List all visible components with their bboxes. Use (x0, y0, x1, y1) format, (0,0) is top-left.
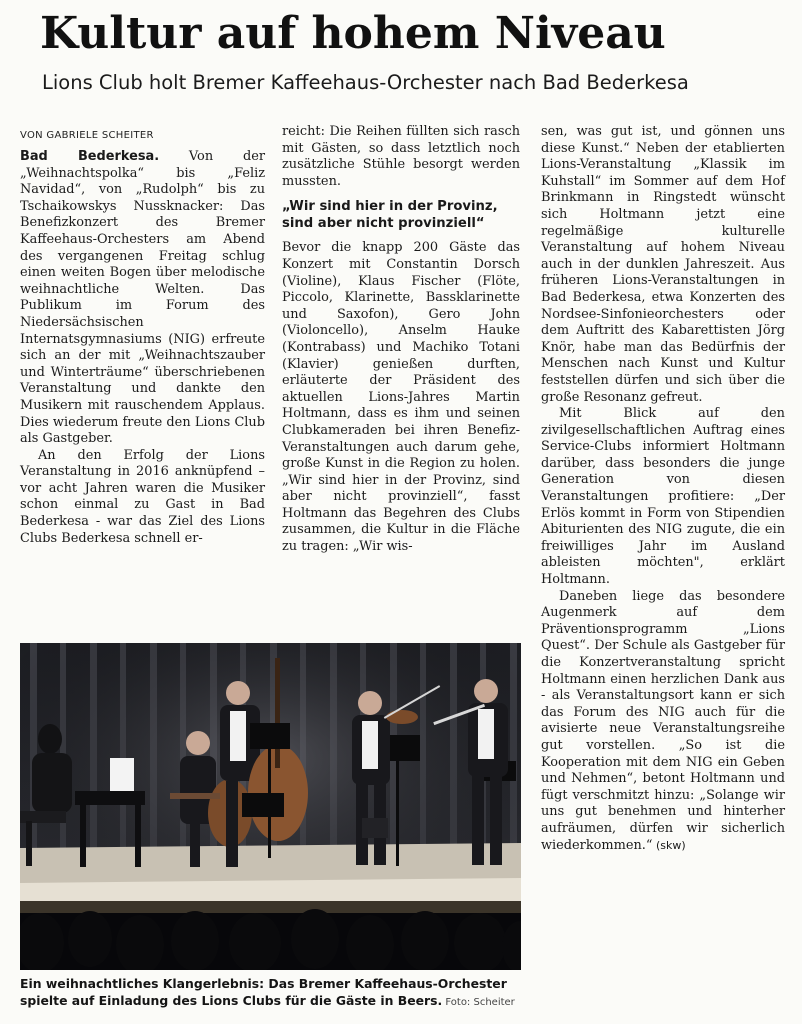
author-sign: (skw) (652, 838, 686, 852)
concert-photo-illustration (20, 643, 521, 970)
column-3 (541, 124, 785, 854)
concert-photo (20, 643, 521, 970)
paragraph (20, 149, 265, 448)
article-headline: Kultur auf hohem Niveau (40, 8, 666, 59)
paragraph-text: Von der „Weihnachtspolka“ bis „Feliz Navidad“, von „Rudolph“ bis zu Tschaikowskys Nussknacker: Das Benefizkonzert des Bremer Kaffeehaus-Orchesters am Abend des vergangenen Freitag schlug einen weiten Bogen über melodische weihnachtliche Welten. Das Publikum im Forum des Niedersächsischen Internatsgymnasiums (NIG) erfreute sich an der mit „Weihnachtszauber und Winterträume“ überschriebenen Veranstaltung und dankte den Musikern mit rauschendem Applaus. Dies wiederum freute den Lions Club als Gastgeber. (20, 149, 265, 447)
paragraph: Mit Blick auf den zivilgesellschaftlichen Auftrag eines Service-Clubs informiert Holtmann darüber, dass besonders die junge Generation von diesen Veranstaltungen profitiere: „Der Erlös kommt in Form von Stipendien Abiturienten des NIG zugute, die ein freiwilliges Jahr im Ausland ableisten möchten", erklärt Holtmann. (541, 406, 785, 588)
byline: VON GABRIELE SCHEITER (20, 130, 154, 141)
paragraph (541, 589, 785, 855)
article-subhead: „Wir sind hier in der Provinz, sind aber nicht provinziell“ (282, 199, 498, 232)
column-2 (282, 124, 520, 556)
column-1 (20, 124, 265, 547)
paragraph-text: Daneben liege das besondere Augenmerk auf dem Präventionsprogramm „Lions Quest“. Der Schule als Gastgeber für die Konzertveranstaltung spricht Holtmann einen herzlichen Dank aus - als Veranstaltungsort kann er sich das Forum des NIG auch für die avisierte neue Veranstaltungsreihe gut vorstellen. „So ist die Kooperation mit dem NIG ein Geben und Nehmen“, betont Holtmann und fügt verschmitzt hinzu: „Solange wir uns gut benehmen und hinterher aufräumen, dürfen wir sicherlich wiederkommen.“ (541, 588, 785, 853)
paragraph: An den Erfolg der Lions Veranstaltung in 2016 anknüpfend – vor acht Jahren waren die Musiker schon einmal zu Gast in Bad Bederkesa - war das Ziel des Lions Clubs Bederkesa schnell er- (20, 447, 265, 546)
paragraph: reicht: Die Reihen füllten sich rasch mit Gästen, so dass letztlich noch zusätzliche Stühle besorgt werden mussten. (282, 124, 520, 189)
paragraph: sen, was gut ist, und gönnen uns diese Kunst.“ Neben der etablierten Lions-Veranstaltung „Klassik im Kuhstall“ im Sommer auf dem Hof Brinkmann in Ringstedt wünscht sich Holtmann jetzt eine regelmäßige kulturelle Veranstaltung auf hohem Niveau auch in der dunklen Jahreszeit. Aus früheren Lions-Veranstaltungen in Bad Bederkesa, etwa Konzerten des Nordsee-Sinfonieorchesters oder dem Auftritt des Kabarettisten Jörg Knör, habe man das Bedürfnis der Menschen nach Kunst und Kultur feststellen dürfen und sich über die große Resonanz gefreut. (541, 124, 785, 405)
dateline: Bad Bederkesa. (20, 149, 160, 164)
paragraph: Bevor die knapp 200 Gäste das Konzert mit Constantin Dorsch (Violine), Klaus Fischer (Flöte, Piccolo, Klarinette, Bassklarinette und Saxofon), Gero John (Violoncello), Anselm Hauke (Kontrabass) und Machiko Totani (Klavier) genießen durften, erläuterte der Präsident des aktuellen Lions-Jahres Martin Holtmann, dass es ihm und seinen Clubkameraden bei ihren Benefiz-Veranstaltungen auch darum gehe, große Kunst in die Region zu holen. „Wir sind hier in der Provinz, sind aber nicht provinziell“, fasst Holtmann das Begehren des Clubs zusammen, die Kultur in die Fläche zu tragen: „Wir wis- (282, 240, 520, 555)
photo-credit: Foto: Scheiter (442, 997, 515, 1008)
photo-caption (20, 975, 525, 1011)
caption-text: Ein weihnachtliches Klangerlebnis: Das Bremer Kaffeehaus-Orchester spielte auf Einladung des Lions Clubs für die Gäste in Beers. (20, 976, 507, 1008)
article-subheadline: Lions Club holt Bremer Kaffeehaus-Orchester nach Bad Bederkesa (42, 71, 689, 94)
